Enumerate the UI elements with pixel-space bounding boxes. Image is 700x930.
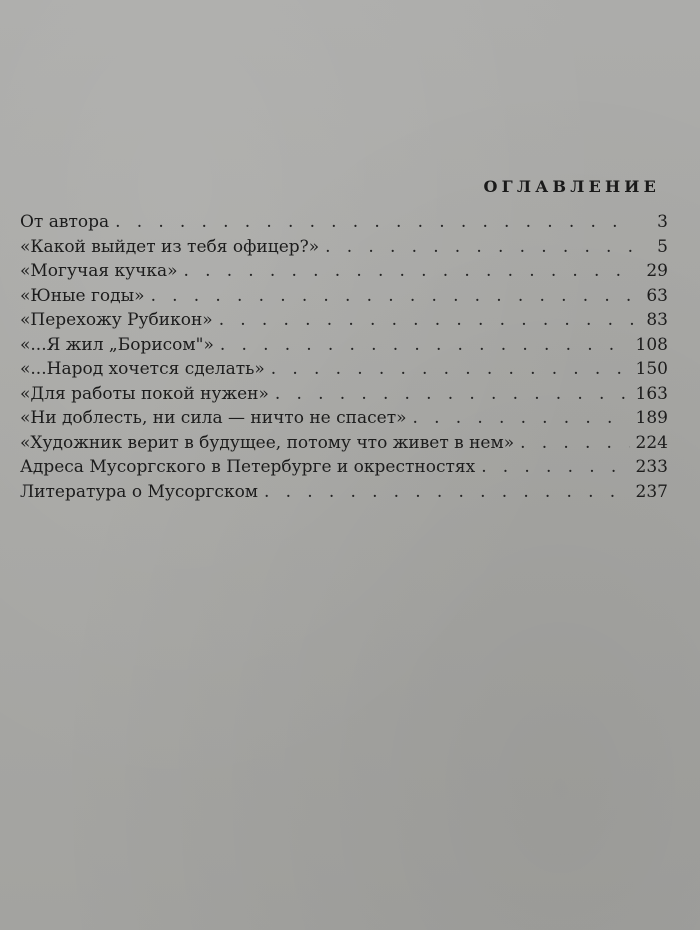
toc-entry-page: 233 [635, 457, 668, 477]
toc-entry [20, 455, 668, 480]
toc-entry-page: 237 [635, 481, 668, 502]
table-of-contents [20, 210, 668, 504]
toc-entry [20, 210, 668, 235]
dot-leader [264, 480, 630, 505]
toc-entry-page: 108 [635, 334, 668, 355]
dot-leader [413, 406, 630, 431]
toc-entry [20, 406, 668, 431]
toc-entry-title: «Для работы покой нужен» [20, 383, 269, 404]
dot-leader [183, 259, 634, 284]
toc-entry-page: 3 [657, 212, 668, 232]
toc-entry-title: «Юные годы» [20, 285, 145, 306]
toc-entry [20, 357, 668, 382]
toc-entry [20, 333, 668, 358]
toc-entry-page: 150 [635, 359, 668, 379]
toc-entry [20, 382, 668, 407]
dot-leader [481, 455, 629, 480]
toc-entry-page: 163 [635, 383, 668, 404]
toc-entry-page: 224 [635, 432, 668, 453]
toc-heading: ОГЛАВЛЕНИЕ [483, 177, 660, 196]
toc-entry-page: 29 [646, 261, 668, 281]
toc-entry-page: 63 [646, 285, 668, 306]
toc-entry-page: 189 [635, 408, 668, 428]
toc-entry-title: «Художник верит в будущее, потому что живет в нем» [20, 432, 515, 453]
toc-entry-title: «Какой выйдет из тебя офицер?» [20, 236, 320, 257]
dot-leader [115, 210, 634, 235]
toc-entry [20, 259, 668, 284]
toc-entry-title: «Перехожу Рубикон» [20, 310, 213, 330]
toc-entry-title: Литература о Мусоргском [20, 481, 259, 502]
dot-leader [151, 284, 634, 309]
dot-leader [219, 308, 634, 333]
toc-entry [20, 235, 668, 260]
dot-leader [325, 235, 634, 260]
toc-entry-title: «...Народ хочется сделать» [20, 359, 265, 379]
toc-entry-title: «...Я жил „Борисом"» [20, 334, 214, 355]
toc-entry-title: Адреса Мусоргского в Петербурге и окрестностях [20, 457, 476, 477]
dot-leader [271, 357, 630, 382]
toc-entry-title: «Могучая кучка» [20, 261, 178, 281]
toc-entry-title: От автора [20, 212, 110, 232]
toc-entry-title: «Ни доблесть, ни сила — ничто не спасет» [20, 408, 407, 428]
toc-entry [20, 308, 668, 333]
toc-entry-page: 5 [657, 236, 668, 257]
toc-entry [20, 284, 668, 309]
toc-entry-page: 83 [646, 310, 668, 330]
toc-entry [20, 431, 668, 456]
dot-leader [520, 431, 629, 456]
toc-entry [20, 480, 668, 505]
dot-leader [275, 382, 630, 407]
dot-leader [220, 333, 630, 358]
